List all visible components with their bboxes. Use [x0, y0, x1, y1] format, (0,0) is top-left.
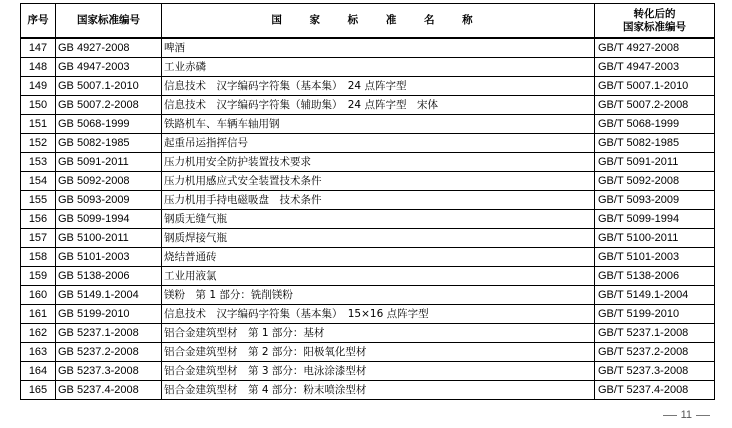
table-row: [21, 77, 715, 96]
cell-standard-code: GB 5099-1994: [56, 210, 162, 229]
cell-serial-number: 155: [21, 191, 56, 210]
cell-converted-code: GB/T 5007.1-2010: [595, 77, 715, 96]
cell-standard-code: GB 5237.1-2008: [56, 324, 162, 343]
cell-serial-number: 157: [21, 229, 56, 248]
cell-standard-code: GB 5237.3-2008: [56, 362, 162, 381]
cell-standard-name: 压力机用感应式安全装置技术条件: [162, 172, 595, 191]
cell-serial-number: 150: [21, 96, 56, 115]
cell-converted-code: GB/T 4947-2003: [595, 58, 715, 77]
page-number: 11: [680, 409, 692, 421]
cell-standard-name: 压力机用安全防护装置技术要求: [162, 153, 595, 172]
cell-converted-code: GB/T 5068-1999: [595, 115, 715, 134]
cell-standard-name: 压力机用手持电磁吸盘 技术条件: [162, 191, 595, 210]
cell-standard-name: 烧结普通砖: [162, 248, 595, 267]
cell-converted-code: GB/T 5092-2008: [595, 172, 715, 191]
table-header: [21, 4, 715, 39]
cell-converted-code: GB/T 5237.4-2008: [595, 381, 715, 400]
cell-standard-code: GB 5007.1-2010: [56, 77, 162, 96]
cell-converted-code: GB/T 5101-2003: [595, 248, 715, 267]
table-row: [21, 267, 715, 286]
cell-standard-code: GB 5093-2009: [56, 191, 162, 210]
cell-serial-number: 154: [21, 172, 56, 191]
table-row: [21, 96, 715, 115]
cell-serial-number: 164: [21, 362, 56, 381]
cell-standard-name: 工业赤磷: [162, 58, 595, 77]
cell-converted-code: GB/T 5099-1994: [595, 210, 715, 229]
cell-serial-number: 149: [21, 77, 56, 96]
cell-standard-code: GB 4927-2008: [56, 38, 162, 58]
cell-standard-name: 铁路机车、车辆车轴用钢: [162, 115, 595, 134]
cell-standard-name: 铝合金建筑型材 第 2 部分：阳极氧化型材: [162, 343, 595, 362]
cell-serial-number: 163: [21, 343, 56, 362]
cell-standard-name: 铝合金建筑型材 第 4 部分：粉末喷涂型材: [162, 381, 595, 400]
cell-serial-number: 156: [21, 210, 56, 229]
cell-serial-number: 152: [21, 134, 56, 153]
cell-standard-code: GB 5100-2011: [56, 229, 162, 248]
cell-serial-number: 161: [21, 305, 56, 324]
cell-converted-code: GB/T 5149.1-2004: [595, 286, 715, 305]
cell-standard-code: GB 5149.1-2004: [56, 286, 162, 305]
cell-standard-code: GB 5091-2011: [56, 153, 162, 172]
cell-standard-code: GB 5138-2006: [56, 267, 162, 286]
cell-standard-code: GB 5237.2-2008: [56, 343, 162, 362]
cell-standard-name: 镁粉 第 1 部分：铣削镁粉: [162, 286, 595, 305]
header-serial-number: 序号: [21, 4, 56, 39]
footer-dash-right: [696, 415, 710, 416]
cell-converted-code: GB/T 5082-1985: [595, 134, 715, 153]
table-row: [21, 286, 715, 305]
table-row: [21, 134, 715, 153]
cell-standard-name: 信息技术 汉字编码字符集（辅助集） 24 点阵字型 宋体: [162, 96, 595, 115]
table-row: [21, 381, 715, 400]
cell-standard-code: GB 4947-2003: [56, 58, 162, 77]
cell-serial-number: 148: [21, 58, 56, 77]
header-converted-code-line1: 转化后的: [633, 7, 676, 20]
cell-converted-code: GB/T 5138-2006: [595, 267, 715, 286]
cell-converted-code: GB/T 5237.1-2008: [595, 324, 715, 343]
cell-converted-code: GB/T 5199-2010: [595, 305, 715, 324]
cell-serial-number: 153: [21, 153, 56, 172]
cell-standard-name: 钢质焊接气瓶: [162, 229, 595, 248]
cell-standard-name: 信息技术 汉字编码字符集（基本集） 15×16 点阵字型: [162, 305, 595, 324]
cell-standard-name: 信息技术 汉字编码字符集（基本集） 24 点阵字型: [162, 77, 595, 96]
header-standard-code: 国家标准编号: [56, 4, 162, 39]
table-row: [21, 229, 715, 248]
table-row: [21, 362, 715, 381]
cell-converted-code: GB/T 5091-2011: [595, 153, 715, 172]
table-row: [21, 210, 715, 229]
header-standard-name: 国 家 标 准 名 称: [162, 4, 595, 39]
page-footer: [663, 409, 710, 421]
cell-serial-number: 160: [21, 286, 56, 305]
cell-serial-number: 162: [21, 324, 56, 343]
cell-standard-name: 钢质无缝气瓶: [162, 210, 595, 229]
table-row: [21, 172, 715, 191]
cell-converted-code: GB/T 5100-2011: [595, 229, 715, 248]
standards-table: [20, 3, 715, 400]
cell-serial-number: 165: [21, 381, 56, 400]
cell-standard-name: 工业用液氯: [162, 267, 595, 286]
footer-dash-left: [663, 415, 677, 416]
cell-serial-number: 151: [21, 115, 56, 134]
header-converted-code: [595, 4, 715, 39]
header-row: [21, 4, 715, 39]
cell-standard-code: GB 5068-1999: [56, 115, 162, 134]
cell-standard-name: 起重吊运指挥信号: [162, 134, 595, 153]
cell-standard-name: 铝合金建筑型材 第 1 部分：基材: [162, 324, 595, 343]
table-row: [21, 58, 715, 77]
table-row: [21, 115, 715, 134]
cell-serial-number: 158: [21, 248, 56, 267]
cell-converted-code: GB/T 5237.3-2008: [595, 362, 715, 381]
table-row: [21, 191, 715, 210]
header-converted-code-line2: 国家标准编号: [623, 20, 686, 33]
cell-standard-code: GB 5007.2-2008: [56, 96, 162, 115]
table-row: [21, 153, 715, 172]
cell-standard-code: GB 5199-2010: [56, 305, 162, 324]
table-row: [21, 248, 715, 267]
cell-converted-code: GB/T 5093-2009: [595, 191, 715, 210]
table-row: [21, 38, 715, 58]
cell-converted-code: GB/T 5237.2-2008: [595, 343, 715, 362]
table-row: [21, 343, 715, 362]
table-row: [21, 305, 715, 324]
cell-standard-code: GB 5101-2003: [56, 248, 162, 267]
cell-standard-name: 铝合金建筑型材 第 3 部分：电泳涂漆型材: [162, 362, 595, 381]
cell-standard-code: GB 5082-1985: [56, 134, 162, 153]
cell-converted-code: GB/T 5007.2-2008: [595, 96, 715, 115]
cell-standard-code: GB 5237.4-2008: [56, 381, 162, 400]
cell-standard-code: GB 5092-2008: [56, 172, 162, 191]
cell-converted-code: GB/T 4927-2008: [595, 38, 715, 58]
table-row: [21, 324, 715, 343]
cell-serial-number: 159: [21, 267, 56, 286]
table-body: [21, 38, 715, 400]
cell-serial-number: 147: [21, 38, 56, 58]
cell-standard-name: 啤酒: [162, 38, 595, 58]
